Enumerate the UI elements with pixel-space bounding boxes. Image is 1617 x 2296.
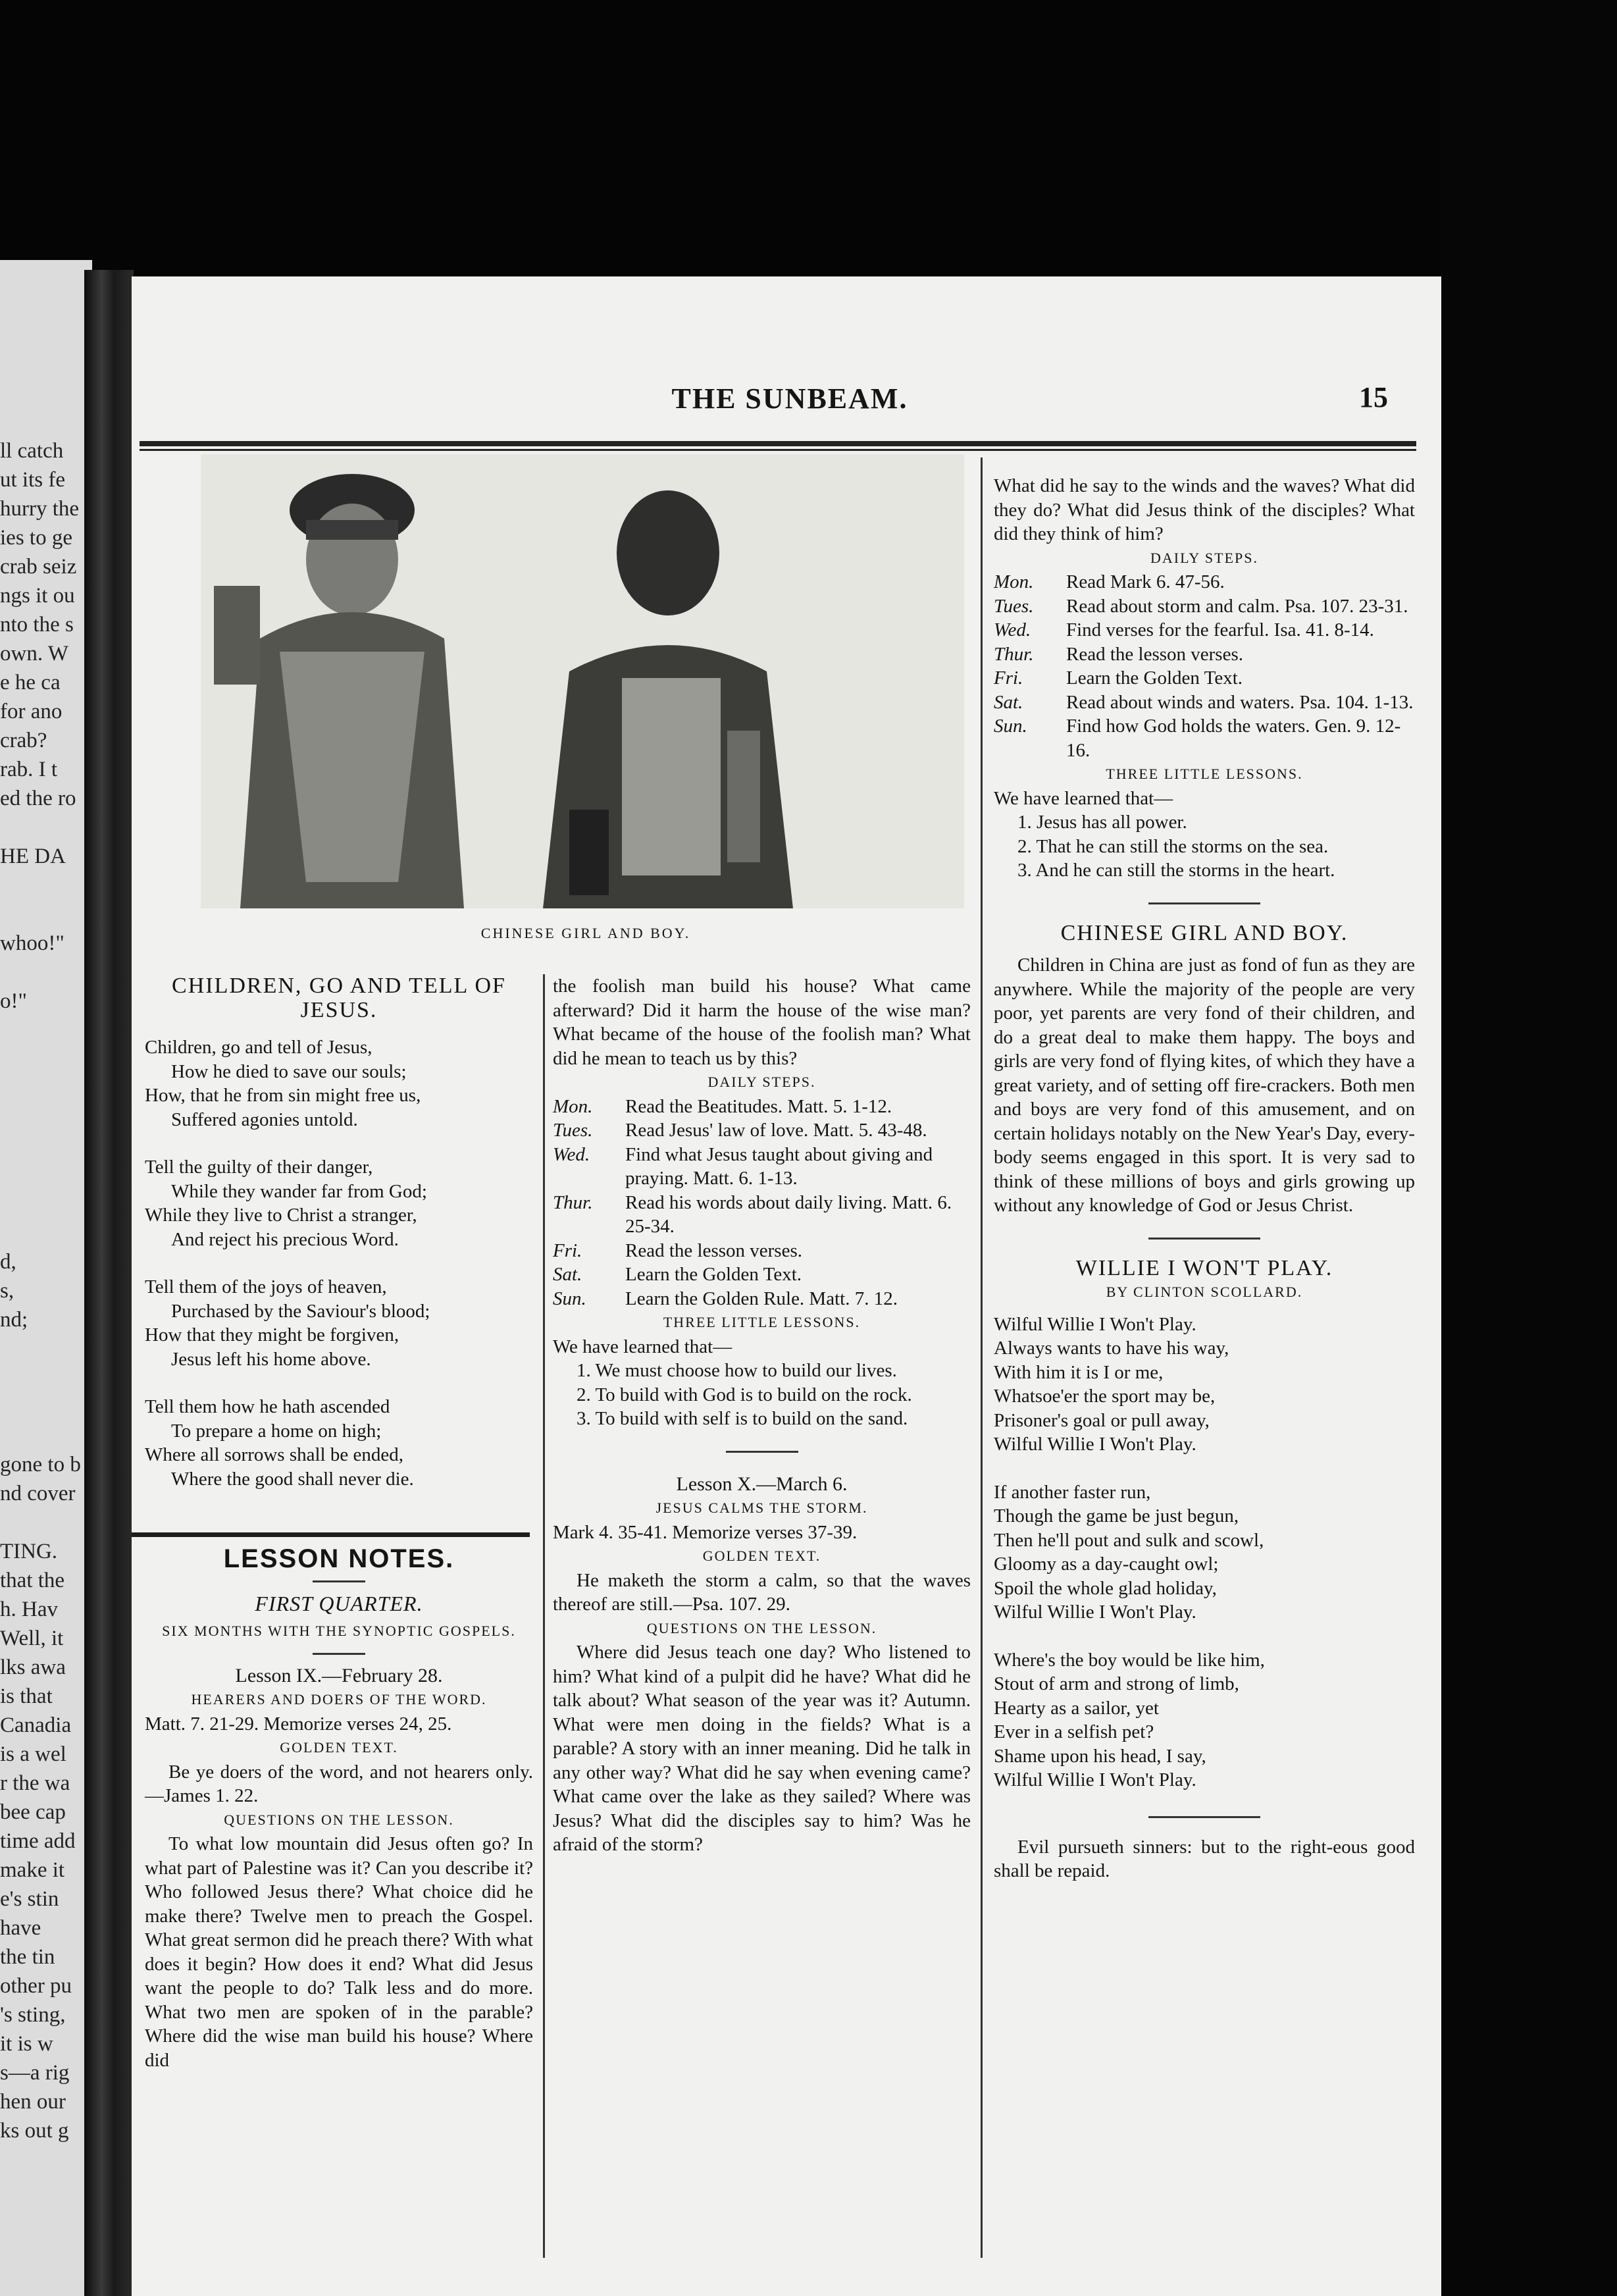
verse-line: Tell them how he hath ascended — [145, 1396, 390, 1417]
left-page-fragment: TING. — [0, 1540, 58, 1563]
step-text: Read Jesus' law of love. Matt. 5. 43-48. — [625, 1120, 927, 1141]
left-page-fragment: it is w — [0, 2032, 53, 2056]
step-day: Tues. — [553, 1120, 593, 1141]
left-page-fragment: the tin — [0, 1945, 55, 1969]
lesson10-little-label: THREE LITTLE LESSONS. — [1106, 766, 1303, 782]
left-page-fragment: hen our — [0, 2090, 66, 2114]
short-rule — [726, 1451, 798, 1453]
verse-line: Whatsoe'er the sport may be, — [994, 1386, 1216, 1407]
verse-line: Jesus left his home above. — [171, 1348, 371, 1370]
proverb: Evil pursueth sinners: but to the right-eous good shall be repaid. — [994, 1836, 1415, 1881]
verse-line: Always wants to have his way, — [994, 1338, 1229, 1359]
verse-line: Wilful Willie I Won't Play. — [994, 1602, 1196, 1623]
left-page-fragment: nto the s — [0, 613, 74, 637]
left-page-fragment: make it — [0, 1858, 65, 1882]
left-page-fragment: lks awa — [0, 1656, 66, 1679]
verse-line: How he died to save our souls; — [171, 1060, 407, 1082]
lesson9-subject: HEARERS AND DOERS OF THE WORD. — [191, 1691, 487, 1708]
left-page-fragment: rab. I t — [0, 758, 58, 781]
left-page-fragment: bee cap — [0, 1800, 66, 1824]
quarter-title: FIRST QUARTER. — [255, 1591, 423, 1615]
step-text: Learn the Golden Rule. Matt. 7. 12. — [625, 1288, 898, 1309]
lesson10-golden-text: He maketh the storm a calm, so that the waves thereof are still.—Psa. 107. 29. — [553, 1569, 971, 1615]
page-title: THE SUNBEAM. — [671, 382, 908, 415]
verse-line: How that they might be forgiven, — [145, 1324, 399, 1345]
verse-line: Wilful Willie I Won't Play. — [994, 1313, 1196, 1335]
left-page-fragment: ed the ro — [0, 787, 76, 810]
short-rule — [1148, 1816, 1260, 1818]
verse-line: Wilful Willie I Won't Play. — [994, 1434, 1196, 1455]
column-divider-1 — [543, 974, 545, 2258]
little-lesson: 2. To build with God is to build on the rock. — [577, 1384, 912, 1405]
verse-line: Hearty as a sailor, yet — [994, 1697, 1159, 1719]
step-text: Learn the Golden Text. — [625, 1264, 802, 1285]
book-spine — [84, 270, 134, 2296]
short-rule — [1148, 902, 1260, 904]
lesson-notes — [145, 1544, 533, 2072]
step-day: Sat. — [553, 1264, 582, 1285]
step-day: Tues. — [994, 595, 1034, 617]
verse-line: With him it is I or me, — [994, 1361, 1164, 1383]
verse-line: Shame upon his head, I say, — [994, 1745, 1206, 1767]
lesson10-learned: We have learned that— — [994, 787, 1173, 809]
header-rule — [140, 441, 1416, 446]
poem1-verses — [145, 1035, 533, 1491]
verse-line: Where's the boy would be like him, — [994, 1649, 1265, 1671]
poem2-verses — [994, 1313, 1415, 1792]
step-day: Wed. — [994, 619, 1031, 640]
left-page-fragment: crab seiz — [0, 555, 77, 579]
engraving-image — [201, 454, 964, 908]
left-page-fragment: 's sting, — [0, 2003, 66, 2027]
lesson10-subject: JESUS CALMS THE STORM. — [655, 1500, 868, 1516]
lesson10-daily-steps — [994, 570, 1415, 762]
left-page-fragment: s—a rig — [0, 2061, 70, 2085]
stanza — [994, 1648, 1415, 1792]
stanza — [145, 1275, 533, 1371]
left-page-fragment: ies to ge — [0, 526, 72, 550]
step-text: Find what Jesus taught about giving and praying. Matt. 6. 1-13. — [625, 1143, 933, 1189]
verse-line: Tell them of the joys of heaven, — [145, 1276, 387, 1297]
lesson9-questions: To what low mountain did Jesus often go? In what part of Palestine was it? Can you describe it? Who followed Jesus there? What choice did he make there? Twelve men to preach the Gospel. What great sermon did he preach there? With what does it begin? How does it end? What did Jesus want the people to do? Talk less and do more. What two men are spoken of in the parable? Where did the wise man build his house? Where did — [145, 1833, 533, 2071]
stanza — [994, 1313, 1415, 1457]
stanza — [145, 1035, 533, 1132]
short-rule — [1148, 1238, 1260, 1239]
article-title: CHINESE GIRL AND BOY. — [1060, 920, 1348, 945]
column-3 — [994, 474, 1415, 1883]
verse-line: To prepare a home on high; — [171, 1420, 382, 1442]
stanza — [145, 1395, 533, 1491]
column-divider-2 — [981, 457, 983, 2258]
step-text: Read the lesson verses. — [1066, 643, 1243, 665]
step-day: Mon. — [553, 1095, 593, 1117]
lesson9-golden-text: Be ye doers of the word, and not hearers only.—James 1. 22. — [145, 1761, 533, 1806]
left-page-fragment: e he ca — [0, 671, 61, 694]
illustration-caption: CHINESE GIRL AND BOY. — [480, 925, 691, 941]
lesson10-golden-label: GOLDEN TEXT. — [702, 1548, 821, 1564]
section-heavy-rule — [132, 1532, 530, 1537]
verse-line: Prisoner's goal or pull away, — [994, 1409, 1210, 1431]
step-text: Read about winds and waters. Psa. 104. 1-13. — [1066, 691, 1414, 713]
poem-children-go-tell — [145, 974, 533, 1515]
left-page-fragment: whoo!" — [0, 931, 64, 955]
left-page-fragment: r the wa — [0, 1771, 70, 1795]
step-text: Read the lesson verses. — [625, 1239, 802, 1261]
lesson10-reference: Mark 4. 35-41. Memorize verses 37-39. — [553, 1521, 858, 1543]
little-lesson: 1. We must choose how to build our lives. — [577, 1360, 897, 1381]
left-page-fragment: is a wel — [0, 1742, 66, 1766]
poem2-author: BY CLINTON SCOLLARD. — [1106, 1284, 1303, 1300]
step-day: Sun. — [994, 716, 1027, 737]
verse-line: Children, go and tell of Jesus, — [145, 1037, 372, 1058]
left-page-fragment: crab? — [0, 729, 47, 752]
left-page-fragment: d, — [0, 1250, 16, 1274]
lesson10-questions-cont: What did he say to the winds and the waves? What did they do? What did Jesus think of the disciples? What did they think of him? — [994, 475, 1415, 544]
step-day: Mon. — [994, 571, 1034, 592]
left-page-fragment: nd; — [0, 1308, 28, 1332]
step-text: Find verses for the fearful. Isa. 41. 8-14. — [1066, 619, 1374, 640]
step-text: Read the Beatitudes. Matt. 5. 1-12. — [625, 1095, 892, 1117]
short-rule — [313, 1580, 365, 1582]
lesson10-questions: Where did Jesus teach one day? Who listened to him? What kind of a pulpit did he have? What did he talk about? What season of the year was it? Autumn. What were men doing in the fields? What is a parable? A story with an inner meaning. Did he talk in any other way? What did he say when evening came? What came over the lake as they sailed? Where was Jesus? What did the disciples say to him? Was he afraid of the storm? — [553, 1642, 971, 1855]
poem2-title: WILLIE I WON'T PLAY. — [1075, 1255, 1333, 1280]
lesson9-steps-label: DAILY STEPS. — [707, 1074, 816, 1090]
verse-line: Suffered agonies untold. — [171, 1109, 358, 1130]
column-2 — [553, 974, 971, 1857]
verse-line: Ever in a selfish pet? — [994, 1721, 1154, 1742]
left-page-fragment: own. W — [0, 642, 68, 665]
left-page-fragment: have — [0, 1916, 41, 1940]
lesson-notes-title: LESSON NOTES. — [223, 1544, 455, 1573]
page-number: 15 — [1359, 381, 1388, 413]
step-day: Fri. — [994, 667, 1023, 689]
stanza — [994, 1480, 1415, 1625]
little-lesson: 2. That he can still the storms on the sea. — [1017, 835, 1329, 857]
lesson9-questions-label: QUESTIONS ON THE LESSON. — [224, 1811, 454, 1828]
step-day: Fri. — [553, 1239, 582, 1261]
verse-line: Stout of arm and strong of limb, — [994, 1673, 1239, 1694]
step-text: Read Mark 6. 47-56. — [1066, 571, 1225, 592]
step-text: Read about storm and calm. Psa. 107. 23-31. — [1066, 595, 1408, 617]
poem1-title: CHILDREN, GO AND TELL OF JESUS. — [172, 974, 506, 1022]
verse-line: Where all sorrows shall be ended, — [145, 1444, 403, 1465]
left-page-fragment: o!" — [0, 989, 27, 1013]
left-page-fragment: ks out g — [0, 2119, 69, 2143]
verse-line: Where the good shall never die. — [171, 1468, 414, 1490]
left-page-fragment: HE DA — [0, 845, 66, 868]
stanza — [145, 1155, 533, 1251]
verse-line: And reject his precious Word. — [171, 1228, 399, 1250]
left-page-fragment: h. Hav — [0, 1598, 58, 1621]
header-rule-thin — [140, 449, 1416, 451]
little-lesson: 3. To build with self is to build on the sand. — [577, 1408, 908, 1429]
lesson9-questions-cont: the foolish man build his house? What came afterward? Did it harm the house of the wise man? What became of the house of the foolish man? What did he mean to teach us by this? — [553, 976, 971, 1069]
step-text: Find how God holds the waters. Gen. 9. 12-16. — [1066, 716, 1401, 761]
lesson9-reference: Matt. 7. 21-29. Memorize verses 24, 25. — [145, 1713, 452, 1735]
verse-line: Spoil the whole glad holiday, — [994, 1577, 1217, 1599]
left-page-fragment: e's stin — [0, 1887, 59, 1911]
left-page-fragment: time add — [0, 1829, 76, 1853]
left-page-fragment: Canadia — [0, 1713, 72, 1737]
left-page-fragment: Well, it — [0, 1627, 64, 1650]
lesson9-little-lessons — [553, 1359, 971, 1431]
little-lesson: 1. Jesus has all power. — [1017, 812, 1187, 833]
left-page-fragment: ll catch — [0, 439, 64, 463]
article-body: Children in China are just as fond of fun as they are anywhere. While the majority of the people are very poor, yet parents are very fond of their children, and do a great deal to make them happy. The boys and girls are very fond of flying kites, of which they have a great variety, and of setting off fire-crackers. Both men and boys are very fond of this amusement, and on certain holidays notably on the New Year's Day, every-body seems engaged in this sport. It is very sad to think of these millions of boys and girls growing up without any knowledge of God or Jesus Christ. — [994, 954, 1415, 1216]
quarter-subtitle: SIX MONTHS WITH THE SYNOPTIC GOSPELS. — [162, 1623, 516, 1639]
little-lesson: 3. And he can still the storms in the heart. — [1017, 860, 1335, 881]
left-page-edge — [0, 260, 92, 2296]
left-page-fragment: for ano — [0, 700, 63, 723]
lesson10-questions-label: QUESTIONS ON THE LESSON. — [646, 1619, 877, 1636]
verse-line: How, that he from sin might free us, — [145, 1085, 421, 1106]
lesson9-golden-label: GOLDEN TEXT. — [280, 1739, 398, 1756]
step-day: Sat. — [994, 691, 1023, 713]
verse-line: Though the game be just begun, — [994, 1505, 1239, 1526]
lesson10-title: Lesson X.—March 6. — [676, 1473, 848, 1495]
step-day: Thur. — [994, 643, 1034, 665]
short-rule — [313, 1653, 365, 1655]
left-page-fragment: nd cover — [0, 1482, 76, 1505]
step-day: Sun. — [553, 1288, 586, 1309]
verse-line: Tell the guilty of their danger, — [145, 1157, 373, 1178]
verse-line: Then he'll pout and sulk and scowl, — [994, 1529, 1264, 1551]
verse-line: While they wander far from God; — [171, 1180, 427, 1202]
left-page-fragment: is that — [0, 1684, 53, 1708]
verse-line: If another faster run, — [994, 1481, 1151, 1503]
left-page-fragment: ut its fe — [0, 468, 65, 492]
verse-line: Wilful Willie I Won't Play. — [994, 1769, 1196, 1790]
verse-line: Gloomy as a day-caught owl; — [994, 1553, 1219, 1575]
left-page-fragment: ngs it ou — [0, 584, 75, 608]
lesson9-learned: We have learned that— — [553, 1336, 732, 1357]
left-page-fragment: s, — [0, 1279, 14, 1303]
lesson9-little-label: THREE LITTLE LESSONS. — [663, 1314, 861, 1330]
lesson10-steps-label: DAILY STEPS. — [1150, 549, 1258, 566]
lesson9-daily-steps — [553, 1095, 971, 1311]
background-dark — [1441, 0, 1617, 2296]
illustration-chinese-children — [201, 454, 964, 908]
step-text: Learn the Golden Text. — [1066, 667, 1243, 689]
step-day: Wed. — [553, 1143, 590, 1165]
newspaper-page — [132, 276, 1441, 2296]
verse-line: While they live to Christ a stranger, — [145, 1205, 417, 1226]
lesson10-little-lessons — [994, 810, 1415, 883]
left-page-fragment: gone to b — [0, 1453, 81, 1476]
left-page-fragment: other pu — [0, 1974, 72, 1998]
step-text: Read his words about daily living. Matt. 6. 25-34. — [625, 1191, 952, 1237]
verse-line: Purchased by the Saviour's blood; — [171, 1300, 430, 1322]
step-day: Thur. — [553, 1191, 593, 1213]
lesson9-title: Lesson IX.—February 28. — [235, 1664, 443, 1686]
left-page-fragment: hurry the — [0, 497, 80, 521]
left-page-fragment: that the — [0, 1569, 65, 1592]
